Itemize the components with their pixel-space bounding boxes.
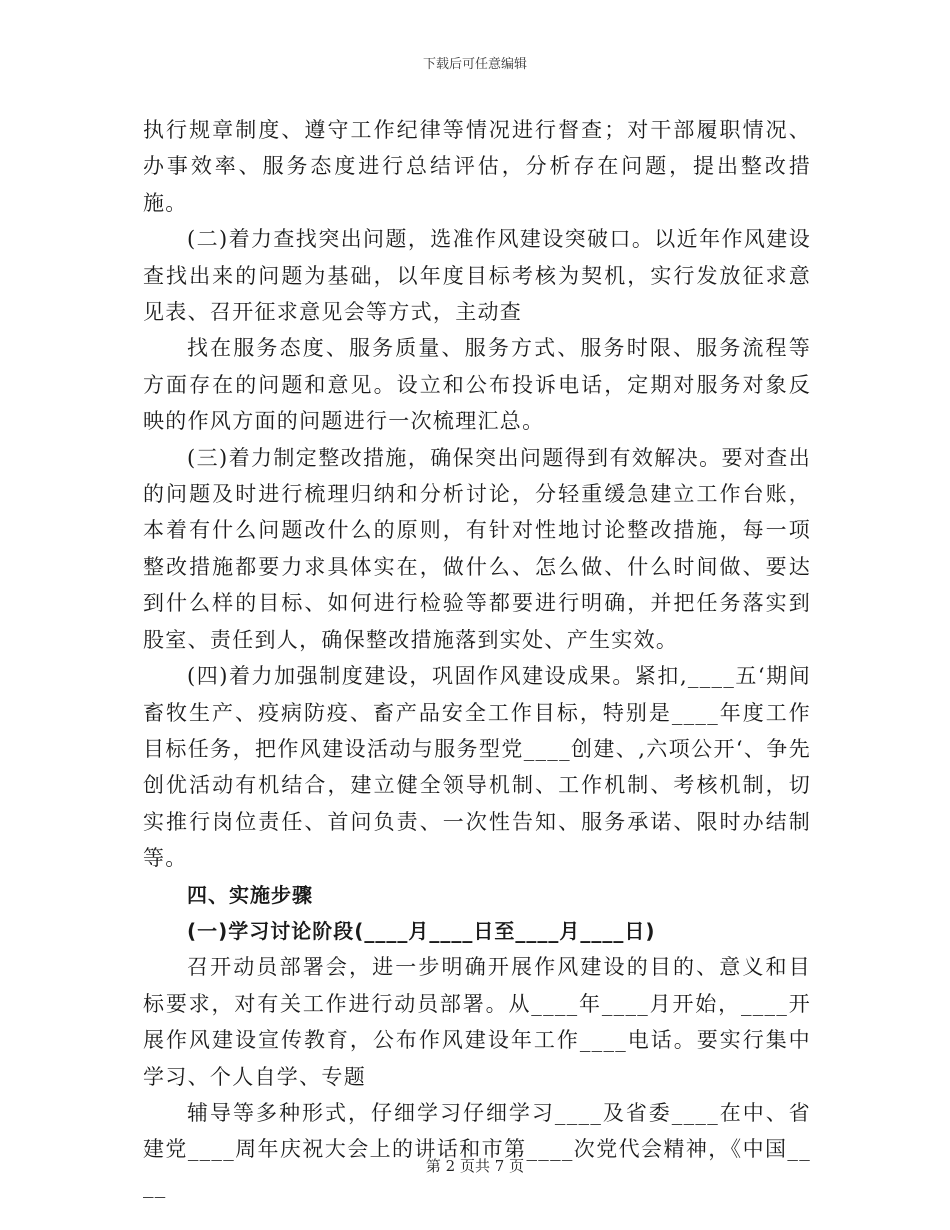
document-body [143, 112, 811, 1204]
page-footer: 第 2 页共 7 页 [425, 1157, 525, 1175]
subsection-heading-study: (一)学习讨论阶段(____月____日至____月____日) [187, 918, 656, 943]
page-header: 下载后可任意编辑 [422, 57, 527, 72]
paragraph-2: (二)着力查找突出问题，选准作风建设突破口。以近年作风建设查找出来的问题为基础，以年度目标考核为契机，实行发放征求意见表、召开征求意见会等方式，主动查 [143, 227, 811, 325]
paragraph-7: 辅导等多种形式，仔细学习仔细学习____及省委____在中、省建党____周年庆祝大会上的讲话和市第____次党代会精神，《中国____ [143, 1100, 811, 1198]
paragraph-6: 召开动员部署会，进一步明确开展作风建设的目的、意义和目标要求，对有关工作进行动员部署。从____年____月开始，____开展作风建设宣传教育，公布作风建设年工作____电话。要实行集中学习、个人自学、专题 [143, 955, 811, 1089]
paragraph-3: 找在服务态度、服务质量、服务方式、服务时限、服务流程等方面存在的问题和意见。设立和公布投诉电话，定期对服务对象反映的作风方面的问题进行一次梳理汇总。 [143, 336, 811, 434]
paragraph-1: 执行规章制度、遵守工作纪律等情况进行督查；对干部履职情况、办事效率、服务态度进行总结评估，分析存在问题，提出整改措施。 [143, 118, 811, 215]
paragraph-5: (四)着力加强制度建设，巩固作风建设成果。紧扣,____五‘期间畜牧生产、疫病防疫、畜产品安全工作目标，特别是____年度工作目标任务，把作风建设活动与服务型党____创建、,六项公开‘、争先创优活动有机结合，建立健全领导机制、工作机制、考核机制，切实推行岗位责任、首问负责、一次性告知、服务承诺、限时办结制等。 [143, 664, 811, 871]
section-heading-steps: 四、实施步骤 [187, 882, 313, 907]
paragraph-4: (三)着力制定整改措施，确保突出问题得到有效解决。要对查出的问题及时进行梳理归纳和分析讨论，分轻重缓急建立工作台账，本着有什么问题改什么的原则，有针对性地讨论整改措施，每一项整改措施都要力求具体实在，做什么、怎么做、什么时间做、要达到什么样的目标、如何进行检验等都要进行明确，并把任务落实到股室、责任到人，确保整改措施落到实处、产生实效。 [143, 445, 811, 652]
